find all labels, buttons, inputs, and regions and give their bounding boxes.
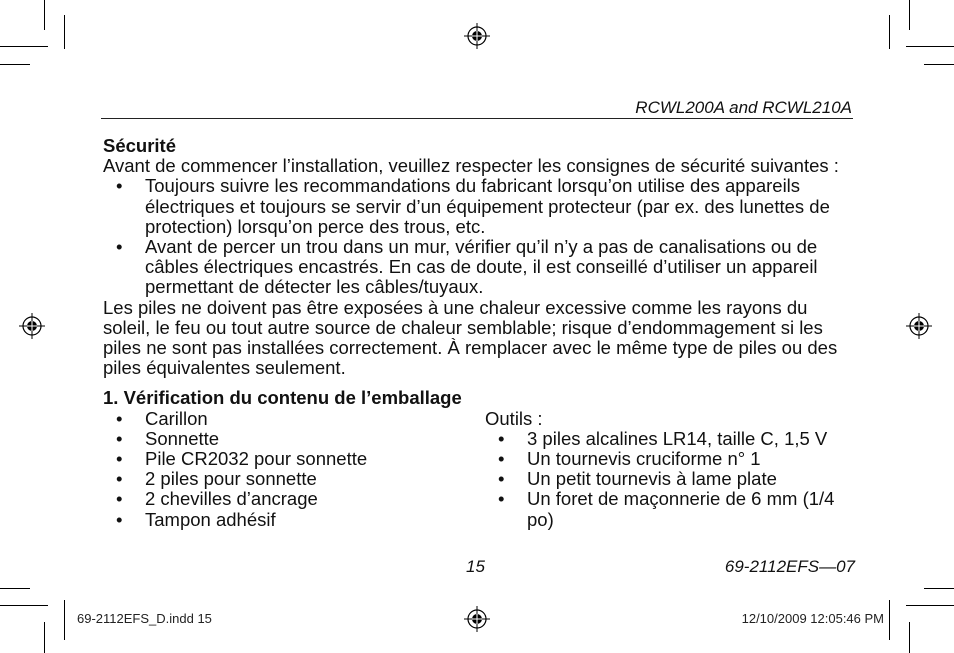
registration-mark-icon [19,313,45,339]
list-item: • 2 piles pour sonnette [103,469,485,489]
list-item: • Toujours suivre les recommandations du fabricant lorsqu’on utilise des appareils électriques et toujours se servir d’un équipement protecteur (par ex. des lunettes de protection) lorsqu’on perce des trous, etc. [103,176,855,237]
contents-list [103,409,485,530]
document-code: 69-2112EFS—07 [724,557,855,576]
crop-mark [0,64,30,65]
contents-column [103,409,485,530]
list-item: • Sonnette [103,429,485,449]
header-rule [101,118,853,119]
page-number: 15 [466,557,485,576]
security-heading: Sécurité [103,135,177,156]
list-item: • Avant de percer un trou dans un mur, vérifier qu’il n’y a pas de canalisations ou de câbles électriques encastrés. En cas de doute, il est conseillé d’utiliser un appareil permettant de détecter les câbles/tuyaux. [103,237,855,298]
crop-mark [924,64,954,65]
list-item: • Un foret de maçonnerie de 6 mm (1/4 po) [485,489,855,529]
section-title: 1. Vérification du contenu de l’emballage [103,387,462,409]
crop-mark [924,588,954,589]
crop-mark [906,605,954,606]
crop-mark [0,588,30,589]
crop-mark [909,0,910,30]
crop-mark [44,0,45,30]
tools-column [485,409,855,530]
registration-mark-icon [906,313,932,339]
list-item: • Un petit tournevis à lame plate [485,469,855,489]
list-item: • Un tournevis cruciforme n° 1 [485,449,855,469]
list-item: • 2 chevilles d’ancrage [103,489,485,509]
list-item: • Tampon adhésif [103,510,485,530]
tools-list [485,429,855,530]
crop-mark [889,15,890,49]
security-intro: Avant de commencer l’installation, veuillez respecter les consignes de sécurité suivantes : [103,155,839,177]
crop-mark [889,600,890,640]
crop-mark [906,46,954,47]
list-item: • Carillon [103,409,485,429]
crop-mark [64,600,65,640]
list-item: • Pile CR2032 pour sonnette [103,449,485,469]
running-header: RCWL200A and RCWL210A [635,98,852,117]
package-columns [103,409,855,530]
tools-label: Outils : [485,407,543,429]
page-body [103,136,855,530]
slug-timestamp: 12/10/2009 12:05:46 PM [741,611,884,626]
crop-mark [64,15,65,49]
crop-mark [0,605,48,606]
battery-warning: Les piles ne doivent pas être exposées à une chaleur excessive comme les rayons du soleil, le feu ou tout autre source de chaleur semblable; risque d’endommagement si les piles ne sont pas installées correctement. À remplacer avec le même type de piles ou des piles équivalentes seulement. [103,296,838,379]
registration-mark-icon [464,23,490,49]
registration-mark-icon [464,606,490,632]
security-list [103,176,855,297]
slug-filename: 69-2112EFS_D.indd 15 [77,611,212,626]
crop-mark [44,622,45,653]
list-item: • 3 piles alcalines LR14, taille C, 1,5 V [485,429,855,449]
crop-mark [0,46,48,47]
crop-mark [909,622,910,653]
